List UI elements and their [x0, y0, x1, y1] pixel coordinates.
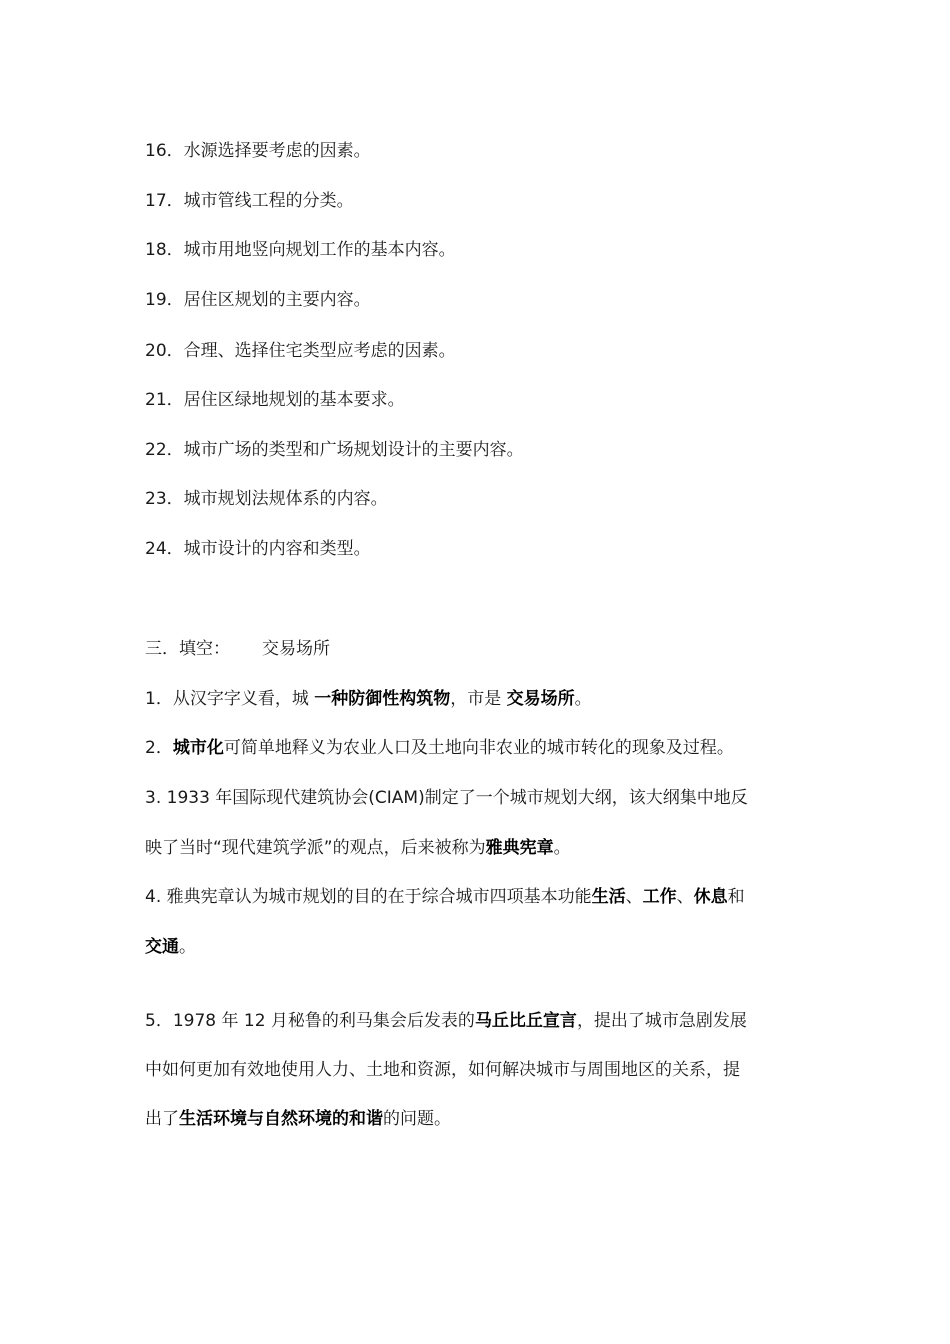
fill-item-1: [145, 688, 592, 710]
text: 。: [553, 838, 571, 858]
question-text: 城市用地竖向规划工作的基本内容。: [183, 240, 456, 260]
fill-item-5-line-3: [145, 1108, 451, 1130]
answer: 工作: [642, 887, 677, 907]
question-20: [145, 340, 456, 362]
question-number: 24．: [145, 539, 184, 559]
text: 映了当时“现代建筑学派”的观点，后来被称为: [145, 838, 486, 858]
fill-item-4-line-1: [145, 886, 745, 908]
text: 出了: [145, 1109, 179, 1129]
answer: 马丘比丘宣言: [474, 1011, 577, 1031]
text: 的问题。: [383, 1109, 451, 1129]
question-19: [145, 289, 371, 311]
section-title: 三．填空：: [145, 639, 230, 659]
question-number: 21．: [145, 390, 184, 410]
answer: 交易场所: [506, 689, 575, 709]
question-number: 18．: [145, 240, 184, 260]
text: 和: [727, 887, 745, 907]
text: 2．: [145, 738, 173, 758]
answer: 交通: [145, 937, 179, 957]
answer: 生活环境与自然环境的和谐: [179, 1109, 383, 1129]
section-heading: [145, 638, 330, 660]
question-22: [145, 439, 524, 461]
question-text: 城市管线工程的分类。: [183, 191, 354, 211]
text: ，市是: [450, 689, 507, 709]
question-number: 17．: [145, 191, 184, 211]
question-text: 居住区规划的主要内容。: [183, 290, 371, 310]
fill-item-4-line-2: [145, 936, 196, 958]
question-23: [145, 488, 388, 510]
question-number: 22．: [145, 440, 184, 460]
fill-item-5-line-2: [145, 1059, 740, 1081]
question-text: 合理、选择住宅类型应考虑的因素。: [183, 341, 456, 361]
text: 。: [574, 689, 592, 709]
text: 。: [179, 937, 196, 957]
answer: 一种防御性构筑物: [314, 689, 451, 709]
fill-item-2: [145, 737, 734, 759]
question-text: 城市规划法规体系的内容。: [183, 489, 388, 509]
section-extra: 交易场所: [262, 639, 330, 659]
question-number: 23．: [145, 489, 184, 509]
answer: 生活: [591, 887, 626, 907]
question-16: [145, 140, 371, 162]
answer: 城市化: [172, 738, 224, 758]
text: ，提出了城市急剧发展: [576, 1011, 747, 1031]
question-21: [145, 389, 405, 411]
fill-item-3-line-2: [145, 837, 571, 859]
question-text: 水源选择要考虑的因素。: [183, 141, 371, 161]
text: 、: [676, 887, 694, 907]
fill-item-5-line-1: [145, 1010, 747, 1032]
question-17: [145, 190, 354, 212]
text: 3. 1933 年国际现代建筑协会(CIAM)制定了一个城市规划大纲，该大纲集中地反: [145, 788, 748, 808]
answer: 休息: [693, 887, 728, 907]
question-number: 19．: [145, 290, 184, 310]
text: 、: [625, 887, 643, 907]
text: 5．1978 年 12 月秘鲁的利马集会后发表的: [145, 1011, 475, 1031]
text: 中如何更加有效地使用人力、土地和资源，如何解决城市与周围地区的关系，提: [145, 1060, 740, 1080]
text: 4. 雅典宪章认为城市规划的目的在于综合城市四项基本功能: [145, 887, 592, 907]
text: 可简单地释义为农业人口及土地向非农业的城市转化的现象及过程。: [223, 738, 734, 758]
question-text: 城市设计的内容和类型。: [183, 539, 371, 559]
question-text: 城市广场的类型和广场规划设计的主要内容。: [183, 440, 524, 460]
fill-item-3-line-1: [145, 787, 748, 809]
question-text: 居住区绿地规划的基本要求。: [183, 390, 405, 410]
question-24: [145, 538, 371, 560]
question-number: 16．: [145, 141, 184, 161]
answer: 雅典宪章: [485, 838, 554, 858]
question-18: [145, 239, 456, 261]
text: 1．从汉字字义看，城: [145, 689, 315, 709]
question-number: 20．: [145, 341, 184, 361]
